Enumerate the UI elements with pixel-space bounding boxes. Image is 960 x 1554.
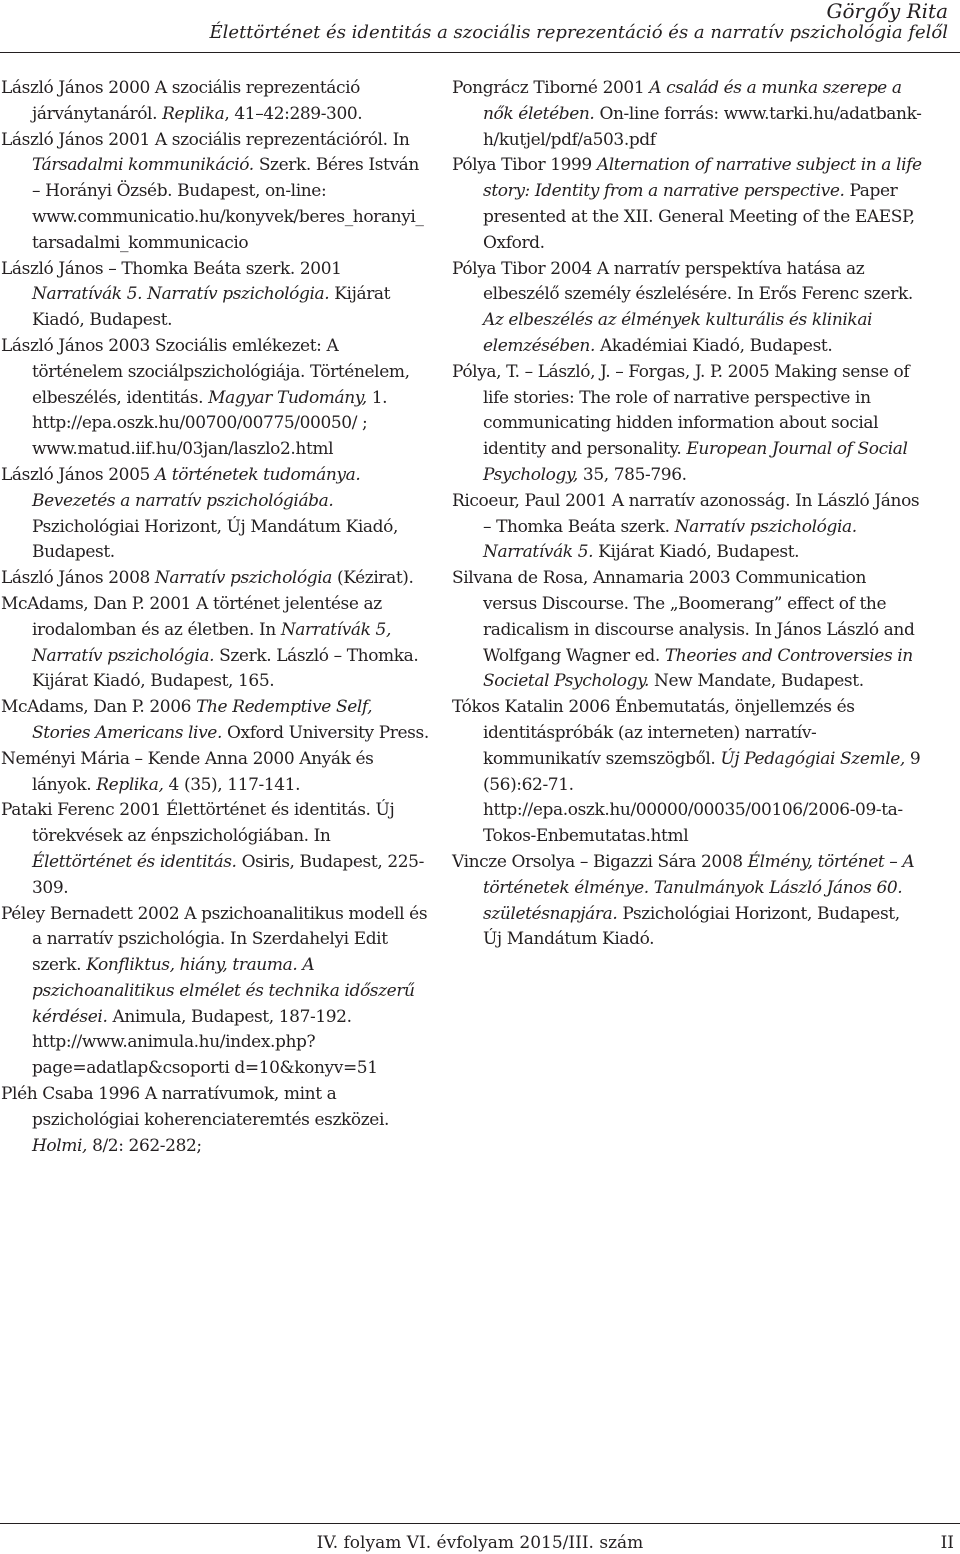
reference-italic-text: Élettörténet és identitás. xyxy=(32,851,237,872)
reference-text: Kijárat Kiadó, Budapest. xyxy=(593,542,800,563)
reference-entry xyxy=(1,463,431,566)
header-title: Élettörténet és identitás a szociális reprezentáció és a narratív pszichológia felől xyxy=(209,22,948,43)
reference-text: Pólya, T. – László, J. – Forgas, J. P. 2005 Making sense of life stories: The role of narrative perspective in communicating hidden information about social identity and personality. xyxy=(452,361,910,460)
reference-text: 1. http://epa.oszk.hu/00700/00775/00050/ ; www.matud.iif.hu/03jan/laszlo2.html xyxy=(32,387,388,460)
reference-italic-text: Theories and Controversies in Societal Psychology. xyxy=(483,645,913,692)
reference-italic-text: Replika, xyxy=(96,774,164,795)
reference-italic-text: Narratívák 5. Narratív pszichológia. xyxy=(32,284,330,305)
reference-italic-text: Magyar Tudomány, xyxy=(208,387,367,408)
references-right-column xyxy=(452,76,922,953)
reference-text: Osiris, Budapest, 225-309. xyxy=(32,851,424,898)
reference-text: Neményi Mária – Kende Anna 2000 Anyák és lányok. xyxy=(1,748,374,795)
header-author: Görgőy Rita xyxy=(826,0,948,23)
reference-entry xyxy=(452,850,922,953)
reference-entry xyxy=(452,76,922,153)
reference-italic-text: Narratívák 5, Narratív pszichológia. xyxy=(32,619,391,666)
reference-italic-text: Alternation of narrative subject in a life story: Identity from a narrative perspective. xyxy=(483,155,922,202)
reference-entry xyxy=(1,334,431,463)
reference-entry xyxy=(1,695,431,747)
reference-entry xyxy=(1,76,431,128)
reference-entry xyxy=(452,695,922,850)
reference-entry xyxy=(452,489,922,566)
reference-text: On-line forrás: www.tarki.hu/adatbank-h/kutjel/pdf/a503.pdf xyxy=(483,103,922,150)
reference-text: 35, 785-796. xyxy=(577,464,687,485)
reference-text: Péley Bernadett 2002 A pszichoanalitikus modell és a narratív pszichológia. In Szerdahelyi Edit szerk. xyxy=(1,903,428,976)
reference-text: Akadémiai Kiadó, Budapest. xyxy=(594,335,833,356)
reference-text: Animula, Budapest, 187-192. http://www.animula.hu/index.php?page=adatlap&csoporti d=10&konyv=51 xyxy=(32,1006,378,1079)
reference-text: Oxford University Press. xyxy=(221,722,429,743)
reference-entry xyxy=(1,798,431,901)
reference-text: McAdams, Dan P. 2006 xyxy=(1,697,197,718)
reference-italic-text: Replika xyxy=(162,103,225,124)
reference-italic-text: Konfliktus, hiány, trauma. A pszichoanalitikus elmélet és technika időszerű kérdései. xyxy=(32,955,415,1027)
footer-issue: IV. folyam VI. évfolyam 2015/III. szám xyxy=(316,1533,644,1553)
reference-text: László János 2003 Szociális emlékezet: A történelem szociálpszichológiája. Történelem, elbeszélés, identitás. xyxy=(1,335,410,408)
reference-text: Silvana de Rosa, Annamaria 2003 Communication versus Discourse. The „Boomerang” effect of the radicalism in discourse analysis. In János László and Wolfgang Wagner ed. xyxy=(452,568,915,666)
reference-entry xyxy=(452,153,922,256)
reference-entry xyxy=(452,566,922,695)
reference-text: 4 (35), 117-141. xyxy=(163,774,301,795)
reference-text: Paper presented at the XII. General Meeting of the EAESP, Oxford. xyxy=(483,181,915,253)
reference-italic-text: Narratív pszichológia. Narratívák 5. xyxy=(483,516,857,563)
running-header xyxy=(210,0,948,44)
references-left-column xyxy=(1,76,431,1159)
header-rule xyxy=(0,52,960,53)
reference-italic-text: European Journal of Social Psychology, xyxy=(483,439,908,485)
reference-text: Tókos Katalin 2006 Énbemutatás, önjellemzés és identitáspróbák (az interneten) narratív-kommunikatív szemszögből. xyxy=(452,697,855,769)
reference-italic-text: A történetek tudománya. Bevezetés a narratív pszichológiába. xyxy=(32,464,361,511)
reference-text: Kijárat Kiadó, Budapest. xyxy=(32,284,391,331)
reference-text: László János 2001 A szociális reprezentációról. In xyxy=(1,129,410,150)
reference-entry xyxy=(1,566,431,592)
reference-entry xyxy=(452,360,922,489)
reference-italic-text: Új Pedagógiai Szemle, xyxy=(720,748,905,769)
reference-text: Pólya Tibor 1999 xyxy=(452,155,597,176)
reference-text: Szerk. László – Thomka. Kijárat Kiadó, Budapest, 165. xyxy=(32,645,419,692)
reference-italic-text: The Redemptive Self, Stories Americans live. xyxy=(32,697,373,743)
reference-text: László János 2008 xyxy=(1,568,155,589)
reference-italic-text: Holmi, xyxy=(32,1135,88,1156)
reference-entry xyxy=(1,747,431,799)
reference-text: Pongrácz Tiborné 2001 xyxy=(452,78,650,98)
reference-entry xyxy=(1,592,431,695)
reference-italic-text: Élmény, történet – A történetek élménye. Tanulmányok László János 60. születésnapjára. xyxy=(483,851,915,924)
reference-text: , 41–42:289-300. xyxy=(224,103,363,124)
reference-italic-text: Narratív pszichológia xyxy=(154,568,333,589)
reference-text: (Kézirat). xyxy=(332,568,414,589)
reference-entry xyxy=(1,902,431,1083)
reference-text: László János 2005 xyxy=(1,464,155,485)
reference-text: New Mandate, Budapest. xyxy=(649,671,864,692)
reference-text: Pszichológiai Horizont, Budapest, Új Mandátum Kiadó. xyxy=(483,903,900,950)
reference-entry xyxy=(1,1082,431,1159)
reference-text: 8/2: 262-282; xyxy=(87,1135,202,1156)
reference-text: Pólya Tibor 2004 A narratív perspektíva hatása az elbeszélő személy észlelésére. In Erős Ferenc szerk. xyxy=(452,258,913,305)
reference-text: McAdams, Dan P. 2001 A történet jelentése az irodalomban és az életben. In xyxy=(1,593,382,640)
reference-text: László János 2000 A szociális reprezentáció járványtanáról. xyxy=(1,78,360,124)
reference-text: László János – Thomka Beáta szerk. 2001 xyxy=(1,258,342,279)
reference-text: Pataki Ferenc 2001 Élettörténet és identitás. Új törekvések az énpszichológiában. In xyxy=(1,800,395,847)
reference-italic-text: A család és a munka szerepe a nők életében. xyxy=(483,78,902,124)
reference-text: 9 (56):62-71. http://epa.oszk.hu/00000/00035/00106/2006-09-ta-Tokos-Enbemutatas.html xyxy=(483,748,921,847)
reference-text: Pléh Csaba 1996 A narratívumok, mint a pszichológiai koherenciateremtés eszközei. xyxy=(1,1084,390,1130)
reference-text: Ricoeur, Paul 2001 A narratív azonosság. In László János – Thomka Beáta szerk. xyxy=(452,490,920,537)
reference-italic-text: Az elbeszélés az élmények kulturális és klinikai elemzésében. xyxy=(483,310,873,356)
reference-entry xyxy=(1,257,431,334)
page-number: II xyxy=(940,1533,954,1553)
reference-entry xyxy=(1,128,431,257)
reference-text: Szerk. Béres István – Horányi Özséb. Budapest, on-line: www.communicatio.hu/konyvek/beres_horanyi_ tarsadalmi_kommunicacio xyxy=(32,155,424,253)
footer-rule xyxy=(0,1523,960,1524)
reference-italic-text: Társadalmi kommunikáció. xyxy=(32,155,254,176)
reference-entry xyxy=(452,257,922,360)
reference-text: Vincze Orsolya – Bigazzi Sára 2008 xyxy=(452,851,748,872)
reference-text: Pszichológiai Horizont, Új Mandátum Kiadó, Budapest. xyxy=(32,516,398,563)
